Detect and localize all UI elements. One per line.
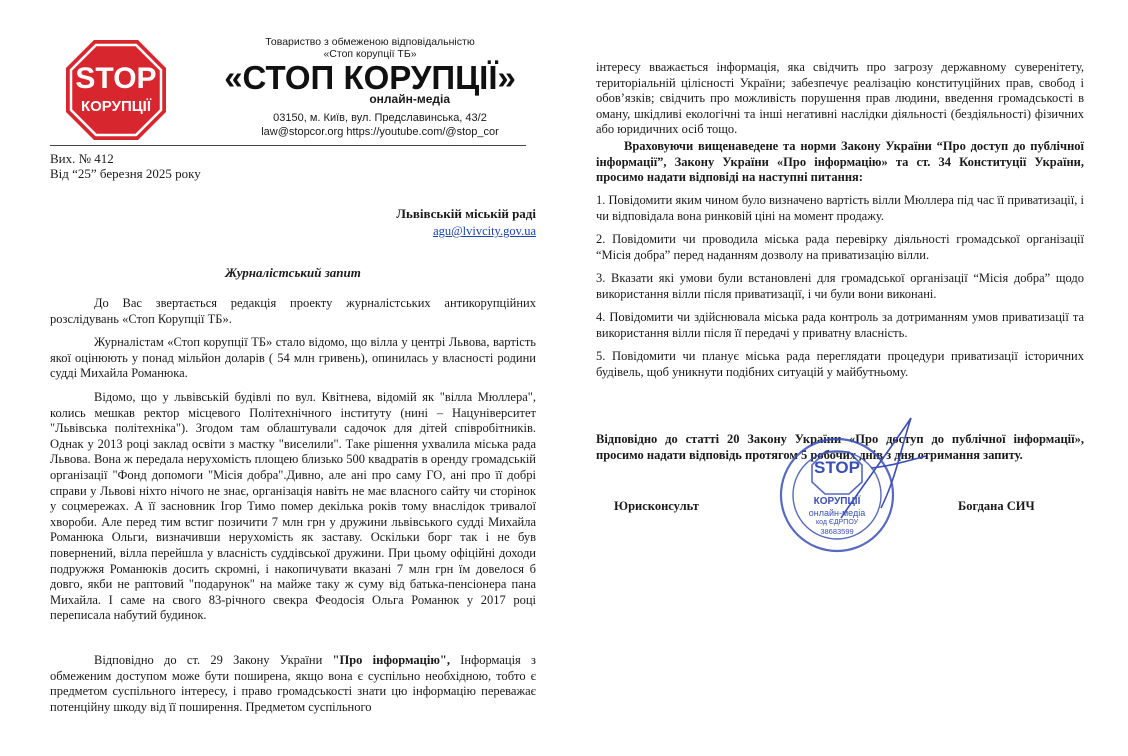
question-3: 3. Вказати які умови були встановлені для громадської організації “Місія добра” щодо використання вілли після приватизації, і чи були вони виконані. bbox=[596, 271, 1084, 301]
address-line: 03150, м. Київ, вул. Предславинська, 43/2 bbox=[273, 112, 487, 124]
organization-name bbox=[220, 36, 520, 60]
signature-position: Юрисконсульт bbox=[614, 499, 699, 513]
continuation-paragraph: інтересу вважається інформація, яка свідчить про загрозу державному суверенітету, територіальній цілісності України; забезпечує реалізацію конституційних прав, свобод і обов’язків; свідчить про можливість порушення прав людини, введення громадськості в оману, шкідливі екологічні та інші негативні наслідки діяльності (бездіяльності) фізичних або юридичних осіб тощо. bbox=[596, 60, 1084, 137]
org-line-2: «Стоп корупції ТБ» bbox=[323, 48, 417, 60]
question-4: 4. Повідомити чи здійснювала міська рада контроль за дотриманням умов приватизації та використання вілли після її передачі у приватну власність. bbox=[596, 310, 1084, 340]
body-paragraph-1: Журналістам «Стоп корупції ТБ» стало відомо, що вілла у центрі Львова, вартість якої оцінюють у понад мільйон доларів ( 54 млн гривень), опинилась у власності родини судді Михайла Романюка. bbox=[50, 335, 536, 381]
stamp-line-3: код ЄДРПОУ bbox=[815, 519, 859, 526]
brand-name: «СТОП КОРУПЦІЇ» bbox=[224, 59, 516, 96]
stamp-line-2: онлайн-медіа bbox=[808, 508, 866, 518]
closing-statement: Відповідно до статті 20 Закону України «Про доступ до публічної інформації», просимо надати відповідь протягом 5 робочих днів з дня отримання запиту. bbox=[596, 432, 1084, 462]
logo-sub-text: КОРУПЦІЇ bbox=[80, 98, 151, 115]
question-5: 5. Повідомити чи планує міська рада переглядати процедури приватизації історичних будівель, щоб уникнути подібних ситуацій у майбутньому. bbox=[596, 349, 1084, 379]
left-column bbox=[50, 0, 536, 756]
contacts-line: law@stopcor.org https://youtube.com/@stop_cor bbox=[261, 126, 499, 138]
org-line-1: Товариство з обмеженою відповідальністю bbox=[265, 36, 475, 48]
question-2: 2. Повідомити чи проводила міська рада перевірку діяльності громадської організації “Місія добра” перед наданням дозволу на приватизацію вілли. bbox=[596, 232, 1084, 262]
law-intro: Відповідно до ст. 29 Закону України bbox=[94, 653, 333, 667]
recipient-name: Львівській міській раді bbox=[396, 206, 536, 221]
law-rest: Інформація з обмеженим доступом може бути поширена, якщо вона є суспільно необхідною, тобто є предметом суспільного інтересу, і право громадськості знати цю інформацію переважає потенційну шкоду від її поширення. Предметом суспільного bbox=[50, 653, 536, 714]
body-paragraph-2: Відомо, що у львівській будівлі по вул. Квітнева, відомій як "вілла Мюллера", колись мешкав ректор місцевого Політехнічного інституту (нині – Нацуніверситет "Львівська політехніка"). Згодом там облаштували садочок для дітей співробітників. Однак у 2013 році заклад освіти з мастку "виселили". Таке рішення ухвалила міська рада Львова. Вона ж передала нерухомість площею близько 500 квадратів в оренду громадській організації "Фонд допомоги "Місія добра".Дивно, але ані про саму ГО, ані про її добрі справи у Львові ніхто нічого не знає, організація навіть не має власного сайту чи сторінок у соцмережах. А її засновник Ігор Тимо помер декілька років тому внаслідок тривалої хвороби. Але перед тим встиг позичити 7 млн грн у дружини львівського судді Михайла Романюка Ольги, визначивши нерухомість як заставу. Оскільки борг так і не був повернений, вілла перейшла у власність суддівської дружини. При цьому офіційні доходи подружжя Романюків досить скромні, і накопичувати вказані 7 млн грн їм довелося б довго, якби не раптовий "подарунок" на майже таку ж суму від батька-пенсіонера пана Михайла. І саме на свого 83-річного свекра Феодосія Ольга Романюк у 2017 році переписала набутий будинок. bbox=[50, 390, 536, 623]
right-column bbox=[596, 0, 1084, 756]
logo-stop-text: STOP bbox=[75, 62, 157, 95]
question-1: 1. Повідомити яким чином було визначено вартість вілли Мюллера під час її приватизації, і чи відповідала вона ринковій ціні на момент продажу. bbox=[596, 193, 1084, 223]
stamp-line-4: 38683599 bbox=[820, 527, 854, 536]
stamp-circle-icon bbox=[778, 436, 896, 554]
organization-stamp bbox=[778, 436, 896, 554]
law-paragraph bbox=[50, 653, 536, 715]
recipient-email-link[interactable]: agu@lvivcity.gov.ua bbox=[433, 224, 536, 238]
intro-paragraph: До Вас звертається редакція проекту журналістських антикорупційних розслідувань «Стоп Корупції ТБ». bbox=[50, 296, 536, 326]
law-name: "Про інформацію", bbox=[332, 653, 450, 667]
request-intro: Враховуючи вищенаведене та норми Закону України “Про доступ до публічної інформації”, Закону України «Про інформацію» та ст. 34 Конституції України, просимо надати відповіді на наступні питання: bbox=[596, 139, 1084, 185]
signature-name: Богдана СИЧ bbox=[958, 499, 1035, 513]
letter-date: Від “25” березня 2025 року bbox=[50, 166, 201, 181]
outgoing-number: Вих. № 412 bbox=[50, 151, 114, 166]
header-divider bbox=[50, 145, 526, 146]
stamp-line-1: КОРУПЦІЇ bbox=[813, 496, 861, 507]
brand-subtitle: онлайн-медіа bbox=[369, 92, 450, 106]
outgoing-meta bbox=[50, 151, 201, 181]
stamp-stop-text: STOP bbox=[814, 458, 860, 477]
stop-corruption-logo bbox=[64, 38, 168, 142]
document-title: Журналістський запит bbox=[225, 265, 361, 280]
header-address bbox=[230, 111, 530, 139]
